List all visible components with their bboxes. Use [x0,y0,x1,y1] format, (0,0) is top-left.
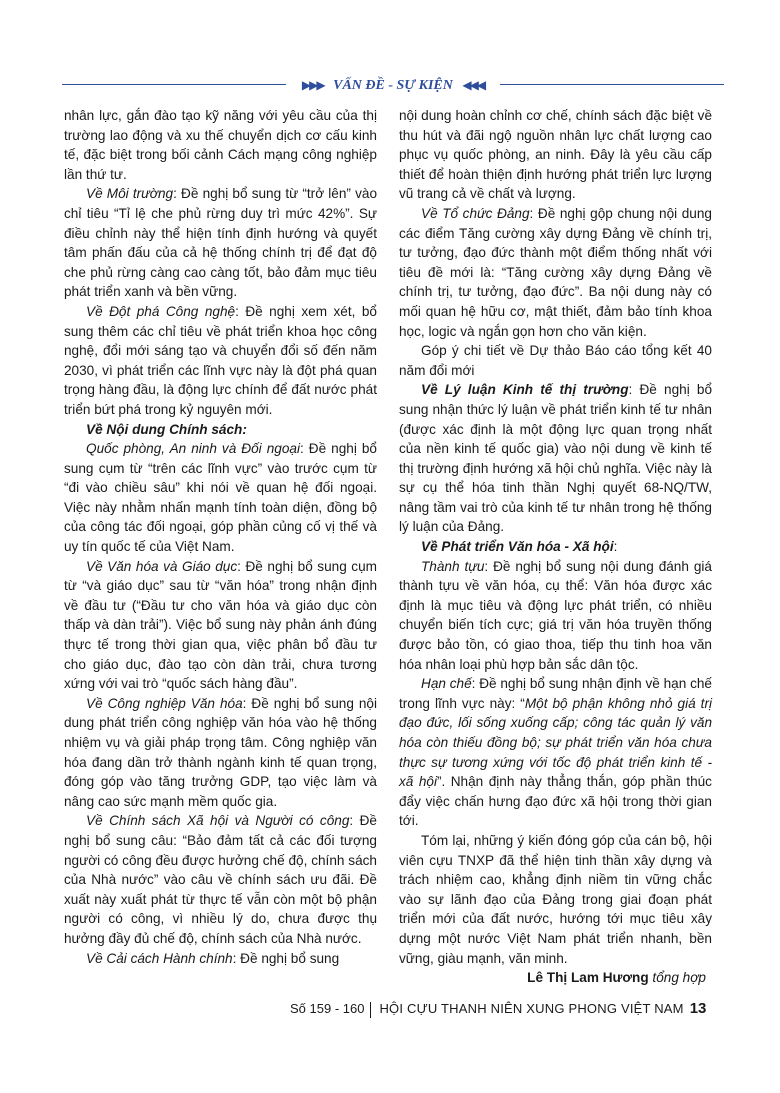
paragraph: Về Tổ chức Đảng: Đề nghị gộp chung nội dung các điểm Tăng cường xây dựng Đảng về chính trị, tư tưởng, đạo đức thành một điểm thống nhất với tiêu đề mới là: “Tăng cường xây dựng Đảng về chính trị, tư tưởng, đạo đức”. Ba nội dung này có mối quan hệ hữu cơ, mật thiết, đảm bảo tính khoa học, logic và ngắn gọn hơn cho văn kiện. [399,205,712,339]
section-heading: Về Nội dung Chính sách: [86,421,247,437]
left-column [64,106,377,968]
paragraph-label: Về Môi trường [86,186,174,202]
right-column [399,106,712,988]
page-number: 13 [689,1000,707,1017]
paragraph: Về Chính sách Xã hội và Người có công: Đề nghị bổ sung câu: “Bảo đảm tất cả các đối tượng người có công đều được hưởng chế độ, chính sách của Nhà nước” vào câu về chính sách ưu đãi. Đề xuất này xuất phát từ thực tế vẫn còn một bộ phận người có công, vì nhiều lý do, chưa được thụ hưởng đầy đủ chế độ, chính sách của Nhà nước. [64,813,377,946]
paragraph: Về Đột phá Công nghệ: Đề nghị xem xét, bổ sung thêm các chỉ tiêu về phát triển khoa học công nghệ, đổi mới sáng tạo và chuyển đổi số đến năm 2030, vì phát triển các lĩnh vực này là đột phá quan trọng hàng đầu, là động lực chính để đất nước phát triển bứt phá trong kỷ nguyên mới. [64,303,377,417]
paragraph-label: Về Công nghiệp Văn hóa [86,695,243,711]
section-header [62,74,724,96]
paragraph: Về Công nghiệp Văn hóa: Đề nghị bổ sung nội dung phát triển công nghiệp văn hóa vào hệ thống nhiệm vụ và giải pháp trọng tâm. Công nghiệp văn hóa đang dần trở thành ngành kinh tế quan trọng, đóng góp vào tăng trưởng GDP, tạo việc làm và nâng cao sức mạnh mềm quốc gia. [64,695,378,809]
paragraph: nhân lực, gắn đào tạo kỹ năng với yêu cầu của thị trường lao động và xu thế chuyển dịch cơ cấu kinh tế, đặc biệt trong bối cảnh Cách mạng công nghiệp lần thứ tư. [64,108,377,182]
section-heading: Về Phát triển Văn hóa - Xã hội: [421,539,618,555]
issue-number: Số 159 - 160 [290,1001,365,1016]
paragraph-label: Thành tựu [421,558,485,574]
paragraph-label: Hạn chế [421,676,472,692]
paragraph-label: Về Chính sách Xã hội và Người có công [86,813,350,829]
header-title: VẤN ĐỀ - SỰ KIỆN [333,78,453,93]
paragraph: Hạn chế: Đề nghị bổ sung nhận định về hạn chế trong lĩnh vực này: “Một bộ phận không nhỏ giá trị đạo đức, lối sống xuống cấp; công tác quản lý văn hóa còn thiếu đồng bộ; sự phát triển văn hóa chưa thực sự tương xứng với tốc độ phát triển kinh tế - xã hội”. Nhận định này thẳng thắn, góp phần thúc đẩy việc chấn hưng đạo đức xã hội trong thời gian tới. [399,676,712,829]
quote: Một bộ phận không nhỏ giá trị đạo đức, lối sống xuống cấp; công tác quản lý văn hóa còn thiếu đồng bộ; sự phát triển văn hóa chưa thực sự tương xứng với tốc độ phát triển kinh tế - xã hội [399,695,712,790]
author-signature: Lê Thị Lam Hương tổng hợp [527,970,706,986]
paragraph-label: Về Đột phá Công nghệ [86,303,236,319]
header-arrows-left-icon: ▶▶▶ [301,78,324,92]
page-footer [290,997,730,1021]
paragraph-label: Về Tổ chức Đảng [421,205,530,221]
paragraph-label: Quốc phòng, An ninh và Đối ngoại [86,441,300,457]
header-title-wrap [286,74,500,97]
paragraph: Góp ý chi tiết về Dự thảo Báo cáo tổng kết 40 năm đổi mới [399,343,712,378]
paragraph: Thành tựu: Đề nghị bổ sung nội dung đánh giá thành tựu về văn hóa, cụ thể: Văn hóa được xác định là mục tiêu và động lực phát triển, có nhiều chuyển biến tích cực; giá trị văn hóa truyền thống được bảo tồn, có giao thoa, tiếp thu tinh hoa văn hóa nhân loại phù hợp bản sắc dân tộc. [399,558,712,672]
header-arrows-right-icon: ◀◀◀ [462,78,485,92]
paragraph-label: Về Lý luận Kinh tế thị trường [421,382,629,398]
paragraph-label: Về Văn hóa và Giáo dục [86,558,238,574]
footer-divider [370,1002,371,1018]
paragraph: Về Lý luận Kinh tế thị trường: Đề nghị bổ sung nhận thức lý luận về phát triển kinh tế tư nhân (được xác định là một động lực quan trọng nhất của nền kinh tế quốc gia) vào nội dung về kinh tế thị trường định hướng xã hội chủ nghĩa. Việc này là sự cụ thể hóa tinh thần Nghị quyết 68-NQ/TW, nâng tầm vai trò của kinh tế tư nhân trong hệ thống lý luận của Đảng. [399,382,712,535]
paragraph-label: Về Cải cách Hành chính [86,950,233,966]
paragraph: Về Cải cách Hành chính: Đề nghị bổ sung [86,950,340,966]
paragraph: Quốc phòng, An ninh và Đối ngoại: Đề nghị bổ sung cụm từ “trên các lĩnh vực” vào trước cụm từ “đi vào chiều sâu” khi nói về quan hệ đối ngoại. Việc này nhằm nhấn mạnh tính toàn diện, đồng bộ của công tác đối ngoại, góp phần củng cố vị thế và uy tín quốc tế của Việt Nam. [64,441,377,555]
paragraph: Tóm lại, những ý kiến đóng góp của cán bộ, hội viên cựu TNXP đã thể hiện tinh thần xây dựng và trách nhiệm cao, khẳng định niềm tin vững chắc vào sự lãnh đạo của Đảng trong giai đoạn phát triển mới của đất nước, hướng tới mục tiêu xây dựng một nước Việt Nam phát triển nhanh, bền vững, giàu mạnh, văn minh. [399,832,712,966]
paragraph: Về Văn hóa và Giáo dục: Đề nghị bổ sung cụm từ “và giáo dục” sau từ “văn hóa” trong nhận định về đầu tư (“Đầu tư cho văn hóa và giáo dục còn thấp và dàn trải”). Việc bổ sung này phản ánh đúng thực tế trong thời gian qua, việc phân bổ đầu tư cho giáo dục, đào tạo còn dàn trải, chưa tương xứng với vai trò “quốc sách hàng đầu”. [64,558,377,692]
paragraph: nội dung hoàn chỉnh cơ chế, chính sách đặc biệt về thu hút và đãi ngộ nguồn nhân lực chất lượng cao phục vụ quốc phòng, an ninh. Đây là yêu cầu cấp thiết để hoàn thiện định hướng phát triển lực lượng vũ trang cả về chất và lượng. [399,108,712,202]
organization-name: HỘI CỰU THANH NIÊN XUNG PHONG VIỆT NAM [379,1001,684,1016]
paragraph: Về Môi trường: Đề nghị bổ sung từ “trở lên” vào chỉ tiêu “Tỉ lệ che phủ rừng duy trì mức 42%”. Sự điều chỉnh này thể hiện tính định hướng và quyết tâm phấn đấu của cả hệ thống chính trị để đạt độ che phủ rừng càng cao càng tốt, bảo đảm mục tiêu phát triển xanh và bền vững. [64,186,378,300]
